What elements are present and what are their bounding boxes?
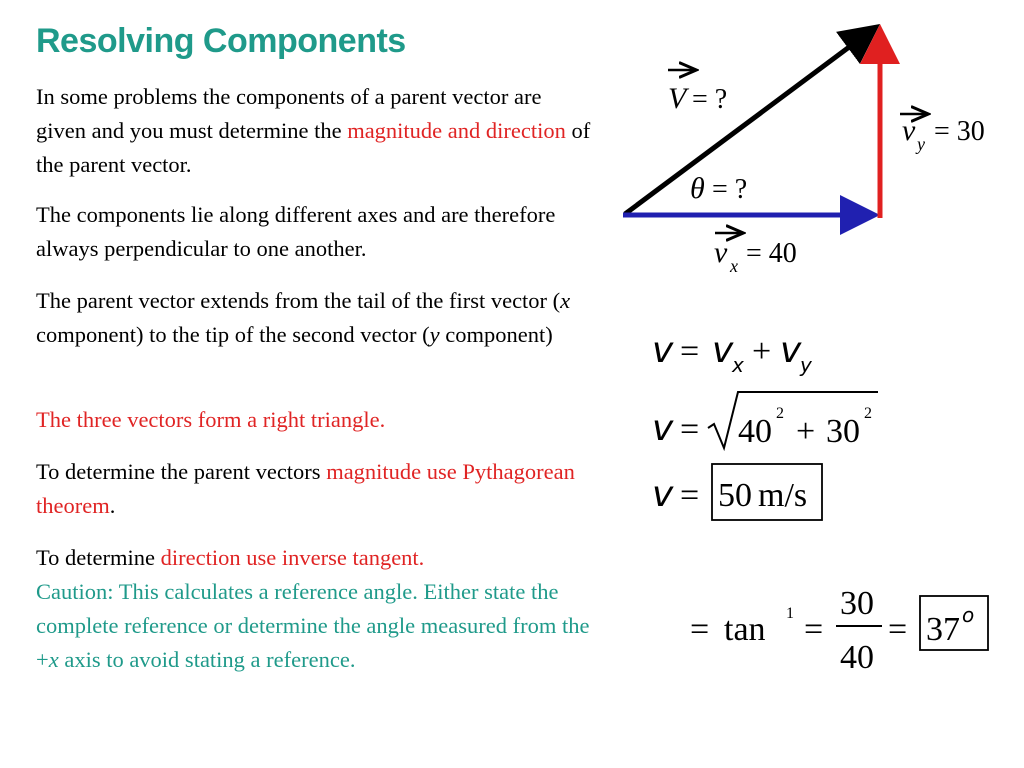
paragraph-perpendicular: The components lie along different axes and are therefore always perpendicular to one another.: [36, 202, 556, 261]
eq-exp1: 2: [776, 405, 784, 422]
text: axis to avoid stating a reference.: [58, 647, 356, 672]
eq-num1: 40: [738, 413, 772, 450]
equation-direction: [690, 585, 988, 676]
vx-subscript: x: [730, 256, 738, 276]
eq-vx: v: [712, 330, 734, 371]
eq-vy: v: [780, 330, 802, 371]
eq-plus: +: [752, 333, 772, 370]
eq-exp2: 2: [864, 405, 872, 422]
eq-v: v: [652, 330, 674, 371]
theta-label: θ: [690, 172, 705, 205]
highlight-text: magnitude and direction: [347, 118, 566, 143]
text: To determine the parent vectors: [36, 459, 327, 484]
eq-equals: =: [804, 611, 824, 648]
eq-equals: =: [690, 611, 710, 648]
text: component): [439, 322, 553, 347]
vx-label: v: [714, 236, 728, 269]
eq-tan-exponent: 1: [786, 605, 794, 622]
eq-num2: 30: [826, 413, 860, 450]
eq-tan: tan: [724, 611, 766, 648]
eq-result-unit: m/s: [758, 477, 808, 514]
text: The parent vector extends from the tail of the first vector (: [36, 288, 561, 313]
resultant-label: V: [668, 82, 687, 115]
text: Caution: This calculates a reference angle. Either state the complete reference or determine the angle measured from the +: [36, 579, 590, 672]
highlight-text: magnitude use Pythagorean theorem: [36, 459, 575, 518]
eq-equals: =: [680, 333, 700, 370]
eq-vy-sub: y: [800, 353, 812, 377]
text: component) to the tip of the second vector (: [36, 322, 430, 347]
paragraph-right-triangle: The three vectors form a right triangle.: [36, 407, 386, 432]
slide-title: Resolving Components: [36, 22, 406, 60]
equation-vector-sum: [652, 330, 813, 377]
eq-denominator: 40: [840, 639, 874, 676]
highlight-text: direction use inverse tangent.: [160, 545, 425, 570]
theta-value: = ?: [712, 174, 748, 205]
equation-pythagorean: [652, 392, 878, 450]
vy-label: v: [902, 114, 916, 147]
text-italic: x: [48, 647, 59, 672]
eq-equals: =: [680, 477, 700, 514]
degree-symbol: o: [962, 603, 975, 627]
text-italic: y: [429, 322, 440, 347]
eq-equals: =: [888, 611, 908, 648]
eq-v: v: [652, 408, 674, 449]
text: .: [109, 493, 116, 518]
resultant-vector: [625, 30, 872, 214]
eq-equals: =: [680, 411, 700, 448]
eq-numerator: 30: [840, 585, 874, 622]
eq-result-value: 50: [718, 477, 752, 514]
vy-subscript: y: [917, 134, 925, 154]
text: of the parent vector.: [36, 118, 591, 177]
text-italic: x: [560, 288, 571, 313]
vy-value: = 30: [934, 116, 985, 147]
vx-value: = 40: [746, 238, 797, 269]
eq-vx-sub: x: [732, 353, 744, 377]
eq-plus: +: [796, 413, 816, 450]
resultant-value: = ?: [692, 84, 728, 115]
equation-magnitude-result: [652, 464, 822, 520]
eq-angle-result: 37: [926, 611, 960, 648]
text: To determine: [36, 545, 161, 570]
text: In some problems the components of a parent vector are given and you must determine the: [36, 84, 542, 143]
eq-v: v: [652, 474, 674, 515]
